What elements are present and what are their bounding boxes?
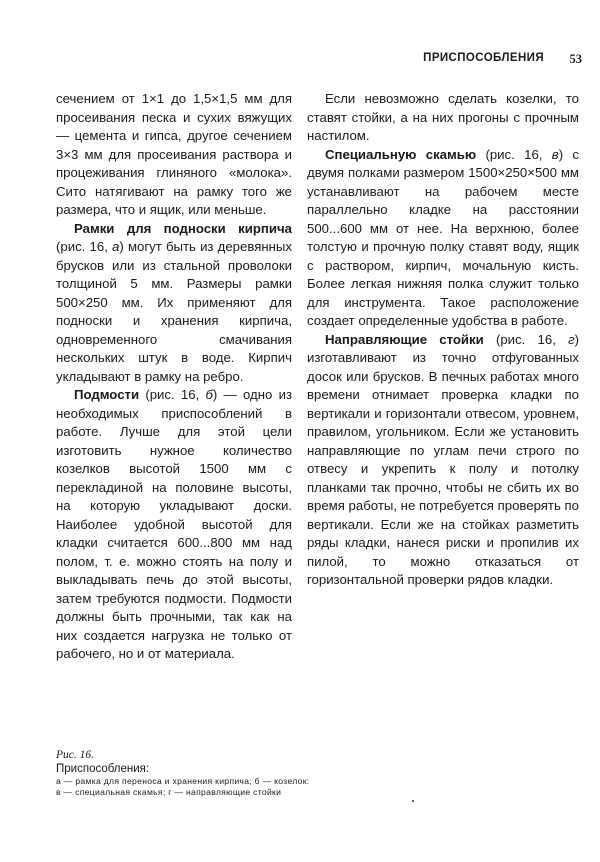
figure-caption xyxy=(56,748,356,798)
scaffold-paragraph xyxy=(56,386,292,664)
figure-ref-open: (рис. 16, xyxy=(476,146,552,162)
running-header xyxy=(0,52,600,68)
special-bench-paragraph xyxy=(307,146,579,331)
figure-label: Рис. 16. xyxy=(56,749,95,761)
guide-posts-paragraph xyxy=(307,331,579,590)
running-header-title: ПРИСПОСОБЛЕНИЯ xyxy=(423,52,544,64)
scaffold-text: ) — одно из необходимых приспособлений в работе. Лучше для этой цели изготовить нужное количество козелков высотой 1500 мм с перекладиной на половине высоты, на которую укладывают доски. Наиболее удобной высотой для кладки считается 600...800 мм над полом, т. е. можно стоять на полу и выкладывать печь до этой высоты, затем требуются подмости. Подмости должны быть прочными, так как на них создается нагрузка не только от рабочего, но и от материала. xyxy=(56,387,292,661)
special-bench-text: ) с двумя полками размером 1500×250×500 мм устанавливают на рабочем месте параллельно кладке на расстоянии 500...600 мм от нее. На верхнюю, более толстую и прочную полку ставят воду, ящик с раствором, кирпич, мочальную кисть. Более легкая нижняя полка служит только для инструмента. Такое расположение создает определенные удобства в работе. xyxy=(307,146,579,328)
figure-ref-open: (рис. 16, xyxy=(56,239,113,254)
left-column xyxy=(56,90,292,664)
figure-ref-letter: в xyxy=(551,146,559,162)
guide-posts-term: Направляющие стойки xyxy=(325,331,484,347)
print-speck xyxy=(412,800,414,802)
figure-title: Приспособления: xyxy=(56,763,150,775)
trestle-alternative-paragraph: Если невозможно сделать козелки, то ставят стойки, а на них прогоны с прочным настилом. xyxy=(307,91,579,143)
guide-posts-text: ) изготавливают из точно отфугованных досок или брусков. В печных работах много времени отнимает проверка кладки по вертикали и горизонтали отвесом, уровнем, правилом, угольником. Если же установить направляющие по углам печи строго по отвесу и укрепить к полу и потолку планками так прочно, чтобы не сбить их во время работы, не потребуется проверять по вертикали. Если же на стойках разметить ряды кладки, нанеся риски и пропилив их пилой, то можно отказаться от горизонтальной проверки рядов кладки. xyxy=(307,331,579,587)
figure-ref-open: (рис. 16, xyxy=(483,331,569,347)
figure-ref-letter: а xyxy=(112,239,120,254)
page-number: 53 xyxy=(569,52,582,66)
scaffold-term: Подмости xyxy=(74,387,140,402)
figure-legend-line: а — рамка для переноса и хранения кирпича; б — козелок: xyxy=(56,776,310,786)
special-bench-term: Специальную скамью xyxy=(325,146,477,162)
brick-frames-paragraph xyxy=(56,220,292,387)
figure-ref-letter: г xyxy=(568,331,575,347)
figure-ref-open: (рис. 16, xyxy=(139,387,206,402)
sieve-paragraph: сечением от 1×1 до 1,5×1,5 мм для просеивания песка и сухих вяжущих — цемента и гипса, другое сечением 3×3 мм для просеивания раствора и процеживания глиняного «молока». Сито натягивают на рамку того же размера, что и ящик, или меньше. xyxy=(56,91,292,217)
figure-ref-letter: б xyxy=(205,387,213,402)
right-column xyxy=(307,90,579,590)
brick-frames-text: ) могут быть из деревянных брусков или из стальной проволоки толщиной 5 мм. Размеры рамки 500×250 мм. Их применяют для подноски и хранения кирпича, одновременного смачивания нескольких штук в воде. Кирпич укладывают в рамку на ребро. xyxy=(56,239,292,384)
figure-legend-line: в — специальная скамья; г — направляющие стойки xyxy=(56,787,282,797)
brick-frames-term: Рамки для подноски кирпича xyxy=(74,220,292,236)
